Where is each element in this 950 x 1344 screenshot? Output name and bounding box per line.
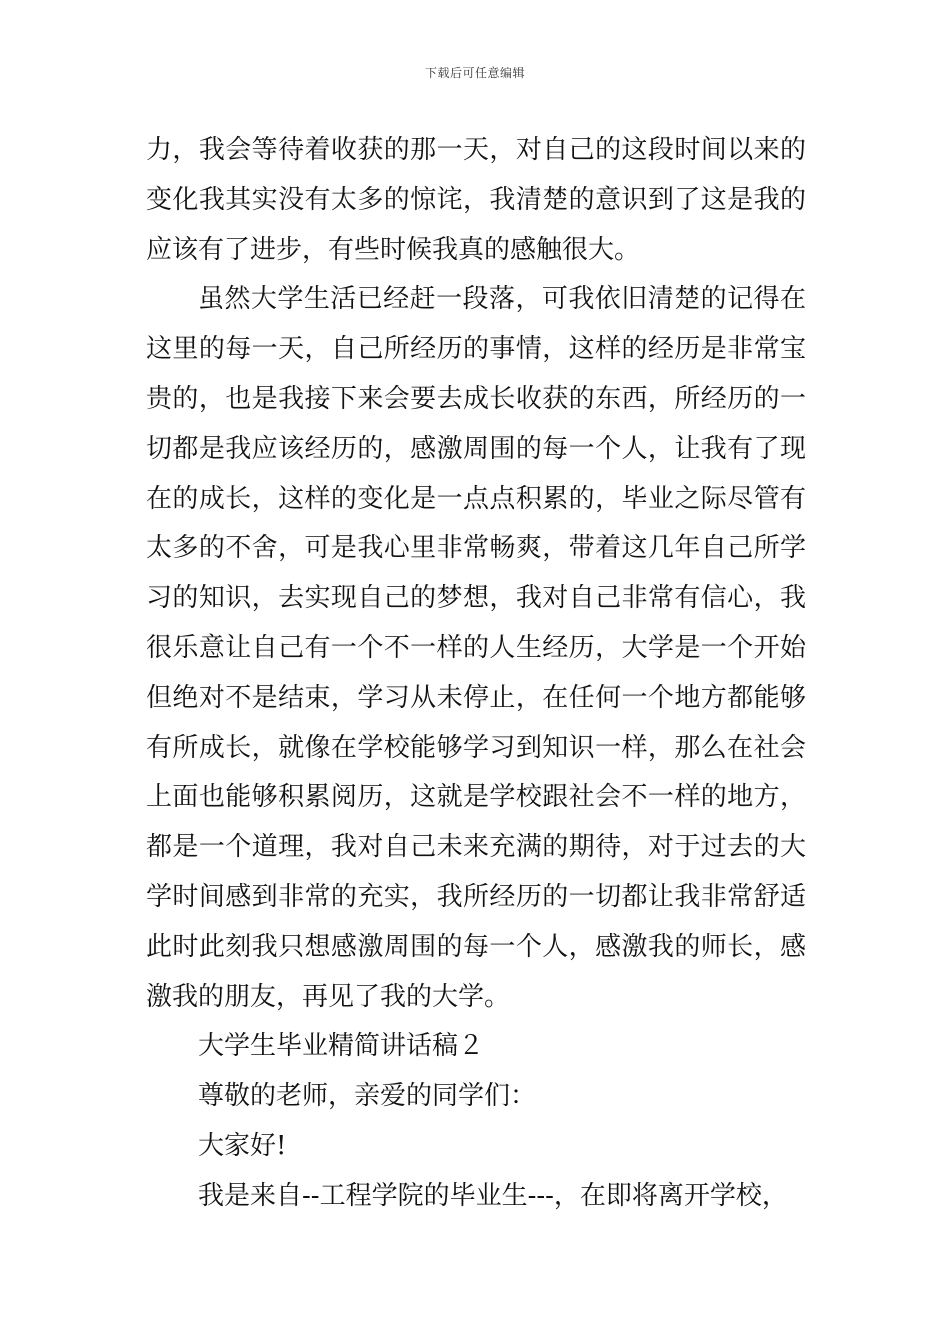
document-body: [146, 126, 806, 1222]
paragraph-introduction: 我是来自--工程学院的毕业生---，在即将离开学校，: [198, 1180, 788, 1211]
greeting: 大家好!: [198, 1130, 287, 1161]
header-note: 下载后可任意编辑: [424, 66, 525, 80]
salutation: 尊敬的老师，亲爱的同学们：: [198, 1081, 537, 1112]
paragraph-graduation-reflection: 虽然大学生活已经赶一段落，可我依旧清楚的记得在这里的每一天，自己所经历的事情，这样的经历是非常宝贵的，也是我接下来会要去成长收获的东西，所经历的一切都是我应该经历的，感激周围的每一个人，让我有了现在的成长，这样的变化是一点点积累的，毕业之际尽管有太多的不舍，可是我心里非常畅爽，带着这几年自己所学习的知识，去实现自己的梦想，我对自己非常有信心，我很乐意让自己有一个不一样的人生经历，大学是一个开始但绝对不是结束，学习从未停止，在任何一个地方都能够有所成长，就像在学校能够学习到知识一样，那么在社会上面也能够积累阅历，这就是学校跟社会不一样的地方，都是一个道理，我对自己未来充满的期待，对于过去的大学时间感到非常的充实，我所经历的一切都让我非常舒适此时此刻我只想感激周围的每一个人，感激我的师长，感激我的朋友，再见了我的大学。: [146, 284, 806, 1012]
paragraph-continued: 力，我会等待着收获的那一天，对自己的这段时间以来的变化我其实没有太多的惊诧，我清楚的意识到了这是我的应该有了进步，有些时候我真的感触很大。: [146, 135, 806, 265]
speech-heading: 大学生毕业精简讲话稿２: [198, 1031, 485, 1062]
